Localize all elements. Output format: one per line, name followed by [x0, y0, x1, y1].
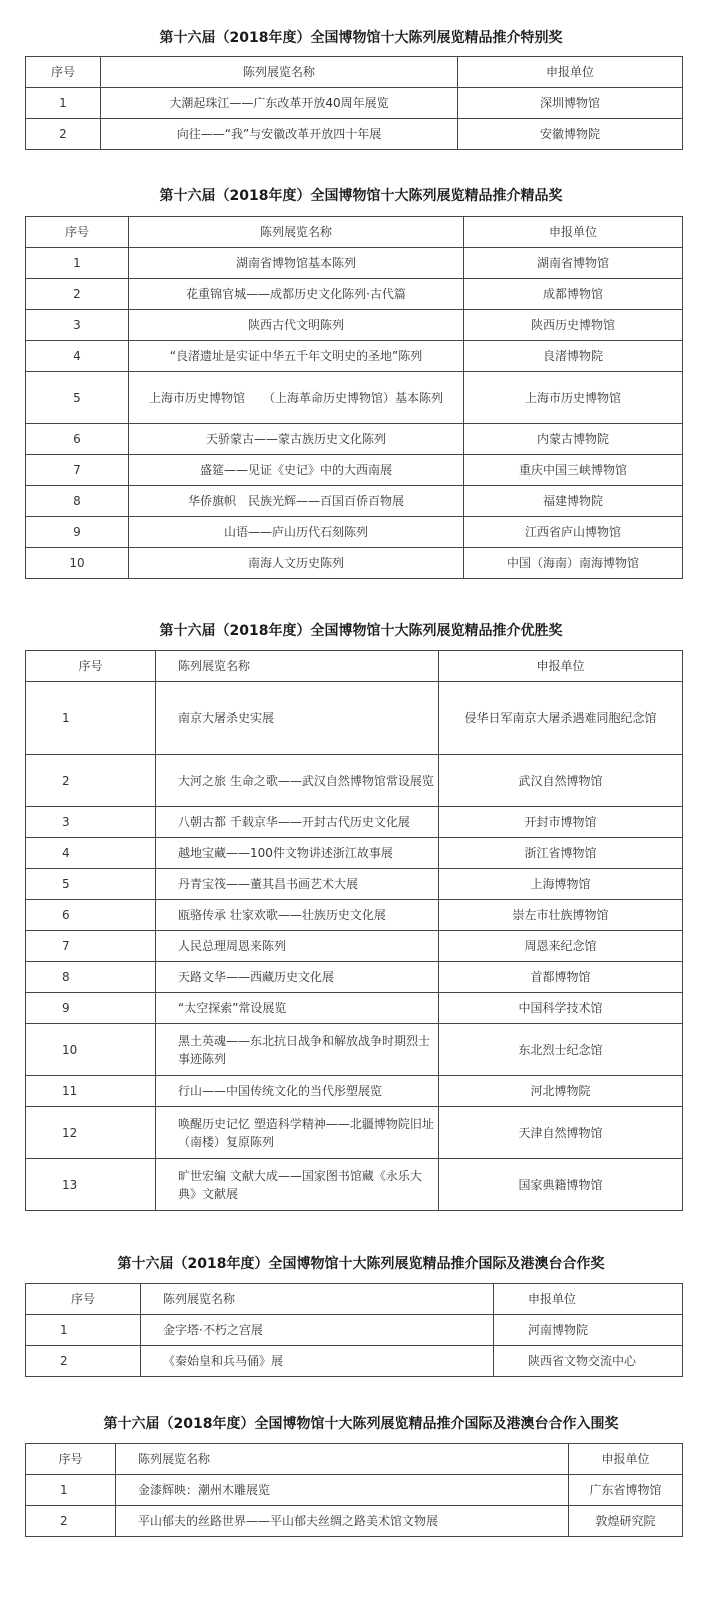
table-row	[26, 755, 683, 807]
row-index: 4	[26, 341, 129, 372]
table-header-row	[26, 1284, 683, 1315]
row-institution: 东北烈士纪念馆	[439, 1024, 683, 1076]
row-exhibition-name: 金字塔·不朽之宫展	[141, 1315, 494, 1346]
row-exhibition-name: 向往——“我”与安徽改革开放四十年展	[101, 119, 458, 150]
row-exhibition-name: 南海人文历史陈列	[129, 548, 464, 579]
table-row	[26, 310, 683, 341]
row-exhibition-name: 人民总理周恩来陈列	[156, 931, 439, 962]
table-merit-award	[25, 650, 683, 1211]
row-institution: 安徽博物院	[458, 119, 683, 150]
table-row	[26, 517, 683, 548]
row-exhibition-name: 黑土英魂——东北抗日战争和解放战争时期烈士事迹陈列	[156, 1024, 439, 1076]
header-index: 序号	[26, 217, 129, 248]
row-exhibition-name: 丹青宝筏——董其昌书画艺术大展	[156, 869, 439, 900]
table-row	[26, 1315, 683, 1346]
header-index: 序号	[26, 1444, 116, 1475]
row-index: 3	[26, 807, 156, 838]
row-institution: 崇左市壮族博物馆	[439, 900, 683, 931]
row-institution: 河北博物院	[439, 1076, 683, 1107]
table-row	[26, 119, 683, 150]
table-header-row	[26, 217, 683, 248]
row-exhibition-name: “太空探索”常设展览	[156, 993, 439, 1024]
row-exhibition-name: 天骄蒙古——蒙古族历史文化陈列	[129, 424, 464, 455]
table-row	[26, 455, 683, 486]
table-row	[26, 838, 683, 869]
row-exhibition-name: 大潮起珠江——广东改革开放40周年展览	[101, 88, 458, 119]
header-exhibition-name: 陈列展览名称	[156, 651, 439, 682]
table-row	[26, 424, 683, 455]
row-index: 6	[26, 900, 156, 931]
row-institution: 河南博物院	[494, 1315, 683, 1346]
section-title-international: 第十六届（2018年度）全国博物馆十大陈列展览精品推介国际及港澳台合作奖	[117, 1256, 605, 1272]
row-index: 12	[26, 1107, 156, 1159]
row-institution: 陕西省文物交流中心	[494, 1346, 683, 1377]
row-index: 2	[26, 1346, 141, 1377]
table-header-row	[26, 1444, 683, 1475]
row-institution: 天津自然博物馆	[439, 1107, 683, 1159]
row-institution: 侵华日军南京大屠杀遇难同胞纪念馆	[439, 682, 683, 755]
header-institution: 申报单位	[439, 651, 683, 682]
table-row	[26, 1475, 683, 1506]
row-exhibition-name: 上海市历史博物馆 （上海革命历史博物馆）基本陈列	[129, 372, 464, 424]
header-exhibition-name: 陈列展览名称	[116, 1444, 569, 1475]
table-row	[26, 1506, 683, 1537]
row-exhibition-name: 陕西古代文明陈列	[129, 310, 464, 341]
row-index: 2	[26, 119, 101, 150]
table-row	[26, 869, 683, 900]
table-row	[26, 1076, 683, 1107]
row-exhibition-name: 旷世宏编 文献大成——国家图书馆藏《永乐大典》文献展	[156, 1159, 439, 1211]
table-row	[26, 682, 683, 755]
table-special-award	[25, 56, 683, 150]
row-institution: 重庆中国三峡博物馆	[464, 455, 683, 486]
row-institution: 武汉自然博物馆	[439, 755, 683, 807]
row-institution: 良渚博物院	[464, 341, 683, 372]
table-row	[26, 88, 683, 119]
row-exhibition-name: 南京大屠杀史实展	[156, 682, 439, 755]
table-row	[26, 372, 683, 424]
table-row	[26, 807, 683, 838]
header-institution: 申报单位	[458, 57, 683, 88]
row-index: 3	[26, 310, 129, 341]
table-row	[26, 279, 683, 310]
table-row	[26, 248, 683, 279]
row-institution: 开封市博物馆	[439, 807, 683, 838]
table-row	[26, 1024, 683, 1076]
section-title-excellence: 第十六届（2018年度）全国博物馆十大陈列展览精品推介精品奖	[159, 188, 563, 204]
row-institution: 国家典籍博物馆	[439, 1159, 683, 1211]
row-exhibition-name: “良渚遗址是实证中华五千年文明史的圣地”陈列	[129, 341, 464, 372]
row-index: 1	[26, 88, 101, 119]
row-exhibition-name: 湖南省博物馆基本陈列	[129, 248, 464, 279]
row-index: 4	[26, 838, 156, 869]
row-index: 10	[26, 1024, 156, 1076]
row-institution: 江西省庐山博物馆	[464, 517, 683, 548]
table-row	[26, 993, 683, 1024]
row-index: 10	[26, 548, 129, 579]
row-exhibition-name: 行山——中国传统文化的当代彤塑展览	[156, 1076, 439, 1107]
table-row	[26, 548, 683, 579]
row-exhibition-name: 瓯骆传承 壮家欢歌——壮族历史文化展	[156, 900, 439, 931]
row-exhibition-name: 花重锦官城——成都历史文化陈列·古代篇	[129, 279, 464, 310]
table-header-row	[26, 57, 683, 88]
row-institution: 内蒙古博物院	[464, 424, 683, 455]
row-institution: 深圳博物馆	[458, 88, 683, 119]
row-exhibition-name: 天路文华——西藏历史文化展	[156, 962, 439, 993]
row-exhibition-name: 越地宝藏——100件文物讲述浙江故事展	[156, 838, 439, 869]
section-title-special: 第十六届（2018年度）全国博物馆十大陈列展览精品推介特别奖	[159, 30, 563, 46]
header-exhibition-name: 陈列展览名称	[101, 57, 458, 88]
row-index: 7	[26, 455, 129, 486]
row-institution: 敦煌研究院	[569, 1506, 683, 1537]
row-institution: 浙江省博物馆	[439, 838, 683, 869]
table-row	[26, 341, 683, 372]
header-index: 序号	[26, 1284, 141, 1315]
row-index: 1	[26, 1315, 141, 1346]
row-institution: 成都博物馆	[464, 279, 683, 310]
row-index: 5	[26, 869, 156, 900]
row-index: 11	[26, 1076, 156, 1107]
row-exhibition-name: 平山郁夫的丝路世界——平山郁夫丝绸之路美术馆文物展	[116, 1506, 569, 1537]
row-index: 2	[26, 279, 129, 310]
table-row	[26, 962, 683, 993]
table-international-shortlist	[25, 1443, 683, 1537]
header-index: 序号	[26, 57, 101, 88]
row-exhibition-name: 唤醒历史记忆 塑造科学精神——北疆博物院旧址（南楼）复原陈列	[156, 1107, 439, 1159]
table-header-row	[26, 651, 683, 682]
row-index: 7	[26, 931, 156, 962]
row-index: 8	[26, 962, 156, 993]
table-row	[26, 1107, 683, 1159]
header-institution: 申报单位	[494, 1284, 683, 1315]
row-exhibition-name: 金漆辉映：潮州木雕展览	[116, 1475, 569, 1506]
table-international-award	[25, 1283, 683, 1377]
row-index: 9	[26, 993, 156, 1024]
row-index: 1	[26, 248, 129, 279]
table-excellence-award	[25, 216, 683, 579]
row-institution: 湖南省博物馆	[464, 248, 683, 279]
row-index: 5	[26, 372, 129, 424]
header-institution: 申报单位	[464, 217, 683, 248]
table-row	[26, 931, 683, 962]
row-exhibition-name: 八朝古都 千载京华——开封古代历史文化展	[156, 807, 439, 838]
row-exhibition-name: 山语——庐山历代石刻陈列	[129, 517, 464, 548]
row-institution: 上海市历史博物馆	[464, 372, 683, 424]
header-exhibition-name: 陈列展览名称	[129, 217, 464, 248]
table-row	[26, 486, 683, 517]
row-index: 1	[26, 1475, 116, 1506]
row-index: 2	[26, 1506, 116, 1537]
row-index: 2	[26, 755, 156, 807]
row-institution: 陕西历史博物馆	[464, 310, 683, 341]
row-index: 1	[26, 682, 156, 755]
row-index: 9	[26, 517, 129, 548]
row-institution: 中国（海南）南海博物馆	[464, 548, 683, 579]
table-row	[26, 1346, 683, 1377]
row-exhibition-name: 《秦始皇和兵马俑》展	[141, 1346, 494, 1377]
row-index: 6	[26, 424, 129, 455]
header-exhibition-name: 陈列展览名称	[141, 1284, 494, 1315]
table-row	[26, 1159, 683, 1211]
header-index: 序号	[26, 651, 156, 682]
row-institution: 福建博物院	[464, 486, 683, 517]
header-institution: 申报单位	[569, 1444, 683, 1475]
row-index: 13	[26, 1159, 156, 1211]
section-title-merit: 第十六届（2018年度）全国博物馆十大陈列展览精品推介优胜奖	[159, 623, 563, 639]
row-institution: 中国科学技术馆	[439, 993, 683, 1024]
row-institution: 广东省博物馆	[569, 1475, 683, 1506]
row-index: 8	[26, 486, 129, 517]
row-institution: 上海博物馆	[439, 869, 683, 900]
section-title-international-shortlist: 第十六届（2018年度）全国博物馆十大陈列展览精品推介国际及港澳台合作入围奖	[103, 1416, 619, 1432]
row-exhibition-name: 大河之旅 生命之歌——武汉自然博物馆常设展览	[156, 755, 439, 807]
row-institution: 周恩来纪念馆	[439, 931, 683, 962]
row-institution: 首都博物馆	[439, 962, 683, 993]
row-exhibition-name: 华侨旗帜 民族光辉——百国百侨百物展	[129, 486, 464, 517]
row-exhibition-name: 盛筵——见证《史记》中的大西南展	[129, 455, 464, 486]
table-row	[26, 900, 683, 931]
